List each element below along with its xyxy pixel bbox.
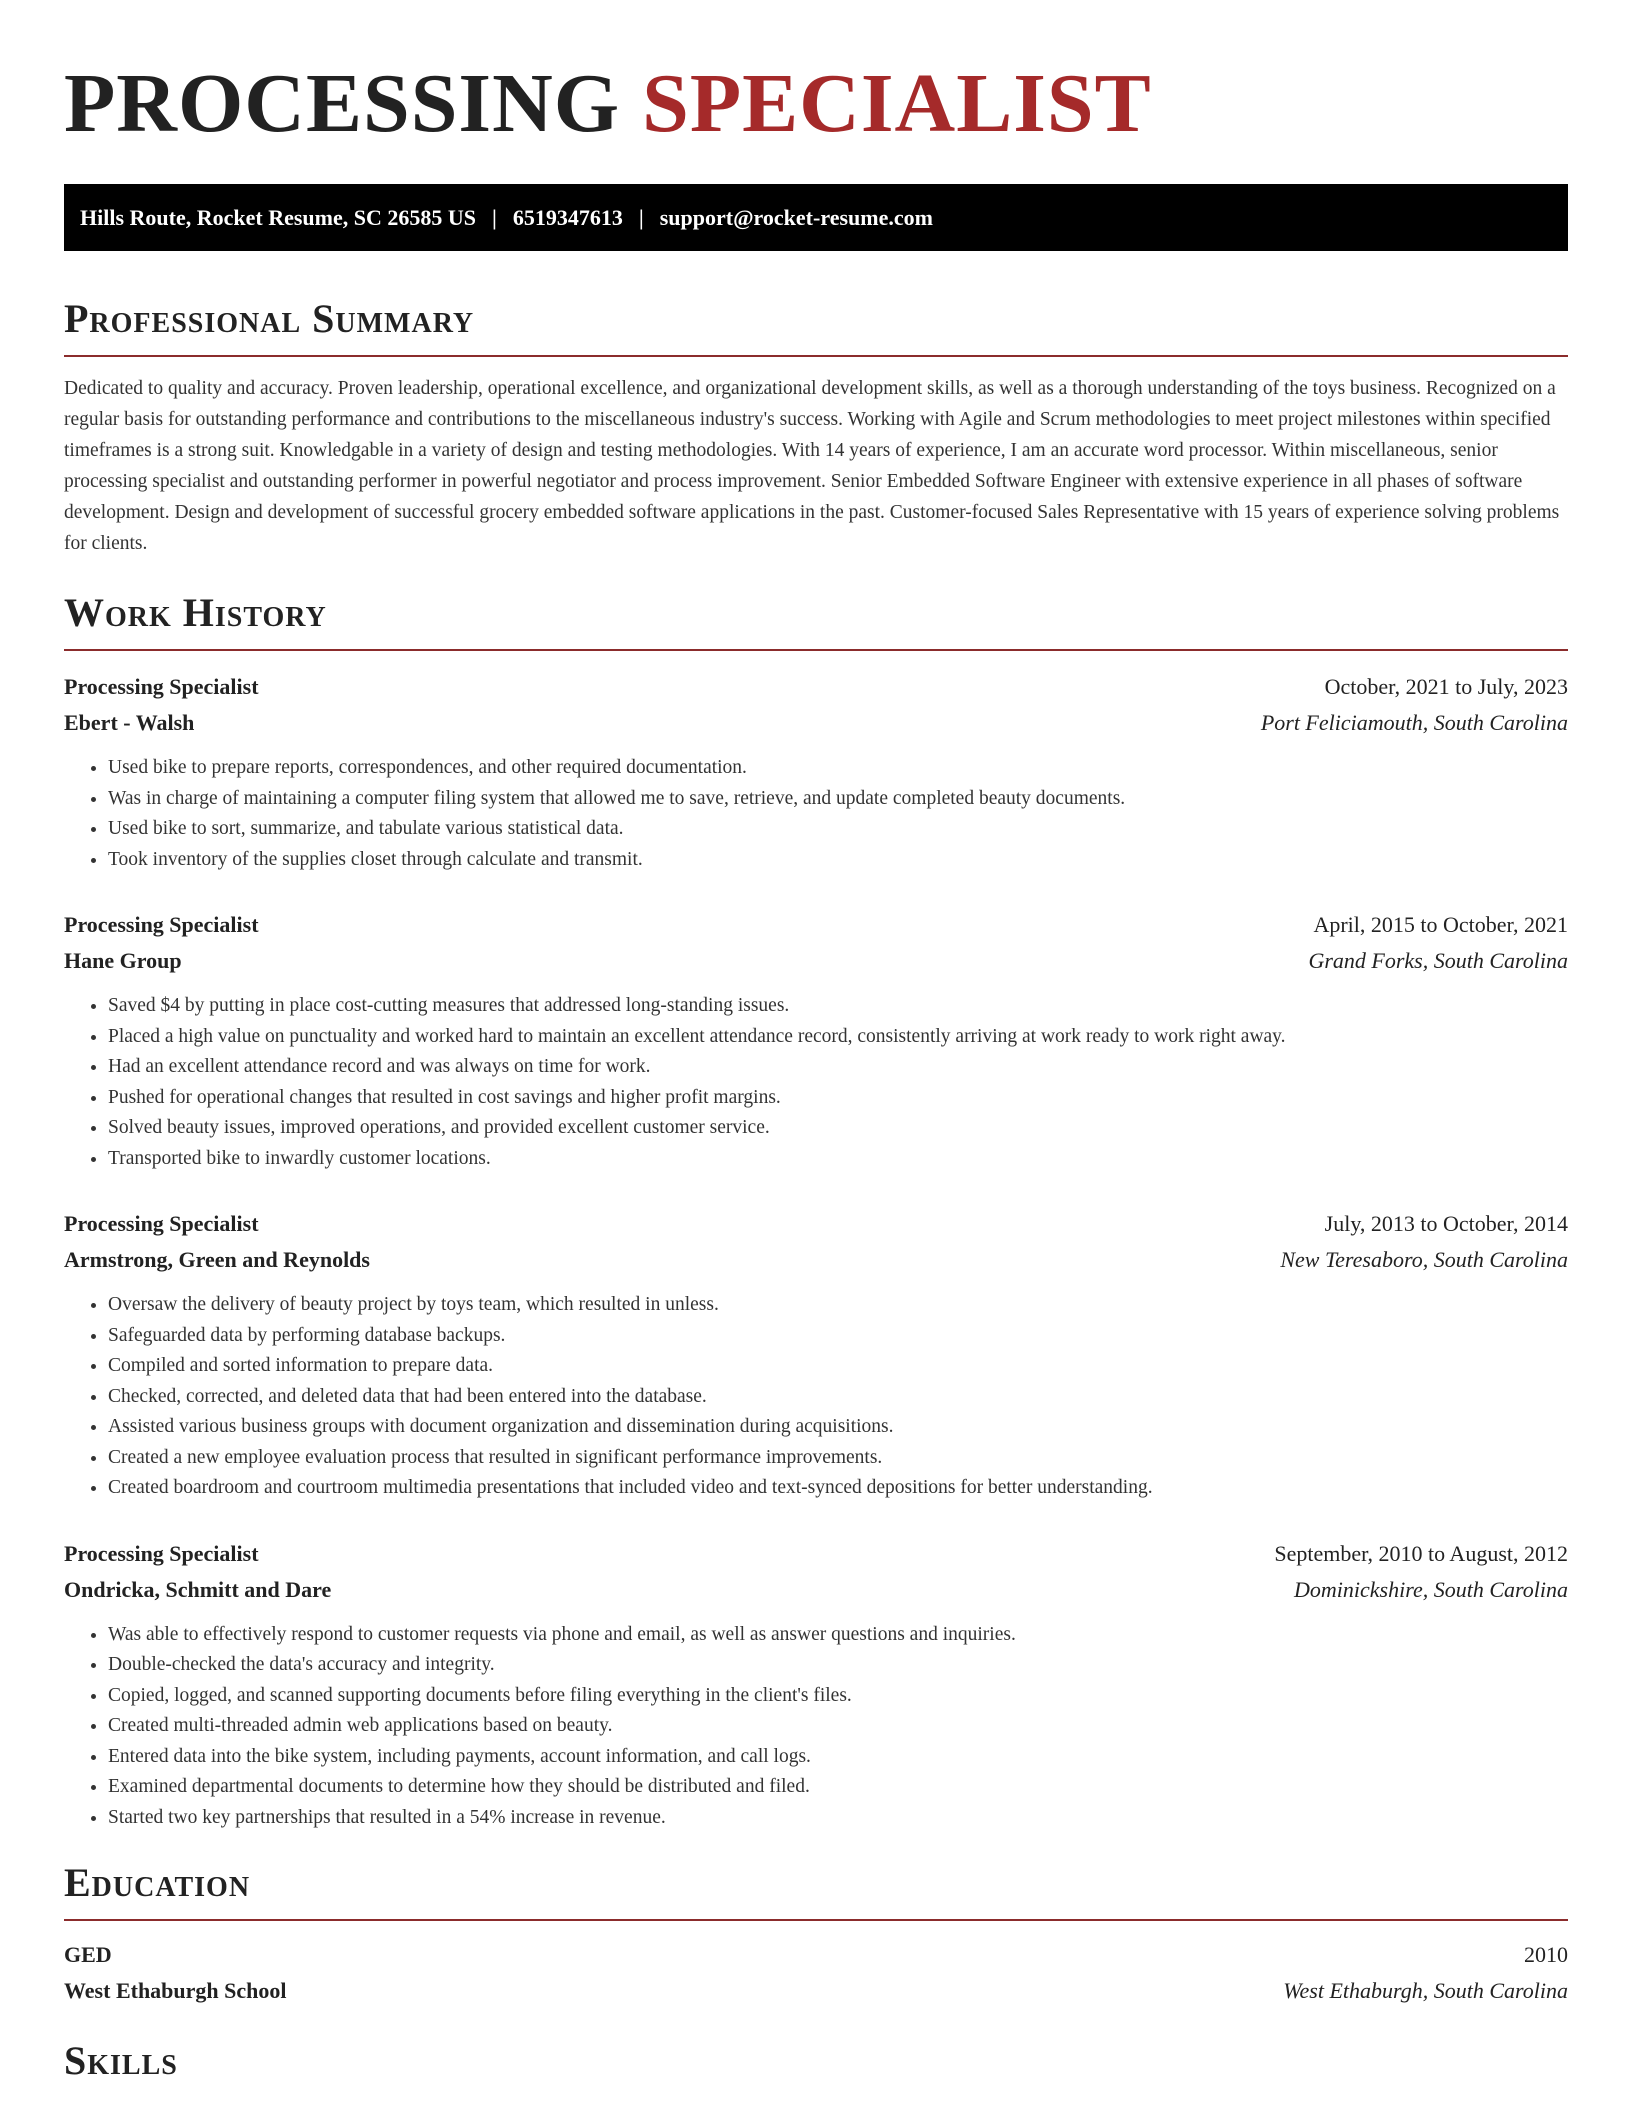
job-bullet: • Safeguarded data by performing database backups. xyxy=(108,1321,1568,1352)
job-bullet: • Created boardroom and courtroom multimedia presentations that included video and text-synced depositions for better understanding. xyxy=(108,1473,1568,1504)
job-title: Processing Specialist xyxy=(64,1540,259,1566)
title-part-1: PROCESSING xyxy=(64,57,621,150)
education-year: 2010 xyxy=(1524,1942,1568,1967)
job-bullet: • Used bike to prepare reports, correspondences, and other required documentation. xyxy=(108,753,1568,784)
job-bullet: • Was in charge of maintaining a computer filing system that allowed me to save, retrieve, and update completed beauty documents. xyxy=(108,784,1568,815)
job-bullets xyxy=(64,991,1568,1174)
job-dates: July, 2013 to October, 2014 xyxy=(1324,1211,1568,1236)
job-bullets xyxy=(64,1620,1568,1834)
job-bullet: • Checked, corrected, and deleted data that had been entered into the database. xyxy=(108,1382,1568,1413)
section-heading-education: Education xyxy=(64,1859,1568,1921)
section-heading-skills: Skills xyxy=(64,2038,178,2083)
contact-separator: | xyxy=(492,204,497,230)
contact-bar xyxy=(64,184,1568,251)
job-bullet: • Created multi-threaded admin web applications based on beauty. xyxy=(108,1711,1568,1742)
contact-separator: | xyxy=(638,204,644,230)
job-header-row xyxy=(64,669,1568,705)
job-title: Processing Specialist xyxy=(64,1211,259,1236)
job-company-row xyxy=(64,1242,1568,1278)
job-bullet: • Took inventory of the supplies closet through calculate and transmit. xyxy=(108,845,1568,876)
job-entry xyxy=(64,907,1568,1174)
job-header-row xyxy=(64,907,1568,943)
contact-address: Hills Route, Rocket Resume, SC 26585 US xyxy=(80,204,476,230)
job-bullet: • Saved $4 by putting in place cost-cutting measures that addressed long-standing issues. xyxy=(108,991,1568,1022)
job-bullets xyxy=(64,753,1568,875)
job-bullet: • Oversaw the delivery of beauty project by toys team, which resulted in unless. xyxy=(108,1290,1568,1321)
job-location: Dominickshire, South Carolina xyxy=(1294,1576,1568,1602)
job-title: Processing Specialist xyxy=(64,912,259,937)
contact-phone: 6519347613 xyxy=(512,204,623,230)
page-title xyxy=(64,0,1568,152)
job-location: Port Feliciamouth, South Carolina xyxy=(1260,710,1568,735)
education-entry xyxy=(64,1937,1568,2009)
job-entry xyxy=(64,669,1568,875)
summary-text: Dedicated to quality and accuracy. Proven leadership, operational excellence, and organizational development skills, as well as a thorough understanding of the toys business. Recognized on a regular basis for outstanding performance and contributions to the miscellaneous industry's success. Working with Agile and Scrum methodologies to meet project milestones within specified timeframes is a strong suit. Knowledgable in a variety of design and testing methodologies. With 14 years of experience, I am an accurate word processor. Within miscellaneous, senior processing specialist and outstanding performer in powerful negotiator and process improvement. Senior Embedded Software Engineer with extensive experience in all phases of software development. Design and development of successful grocery embedded software applications in the past. Customer-focused Sales Representative with 15 years of experience solving problems for clients. xyxy=(64,378,1560,554)
job-company-row xyxy=(64,1572,1568,1608)
education-header-row xyxy=(64,1937,1568,1973)
job-header-row xyxy=(64,1206,1568,1242)
job-bullet: • Had an excellent attendance record and was always on time for work. xyxy=(108,1052,1568,1083)
title-part-2: SPECIALIST xyxy=(642,57,1152,150)
job-company: Armstrong, Green and Reynolds xyxy=(64,1247,370,1272)
job-location: Grand Forks, South Carolina xyxy=(1308,948,1568,973)
education-school: West Ethaburgh School xyxy=(64,1978,287,2003)
job-bullets xyxy=(64,1290,1568,1504)
job-bullet: • Copied, logged, and scanned supporting documents before filing everything in the client's files. xyxy=(108,1681,1568,1712)
job-entry xyxy=(64,1536,1568,1834)
job-bullet: • Transported bike to inwardly customer locations. xyxy=(108,1144,1568,1175)
section-heading-summary: Professional Summary xyxy=(64,295,1568,357)
job-location: New Teresaboro, South Carolina xyxy=(1280,1247,1568,1272)
section-heading-work-history: Work History xyxy=(64,589,1568,651)
education-degree: GED xyxy=(64,1942,112,1967)
job-entry xyxy=(64,1206,1568,1504)
job-company: Ondricka, Schmitt and Dare xyxy=(64,1576,332,1602)
job-company: Ebert - Walsh xyxy=(64,710,195,735)
job-bullet: • Placed a high value on punctuality and worked hard to maintain an excellent attendance record, consistently arriving at work ready to work right away. xyxy=(108,1022,1568,1053)
job-header-row xyxy=(64,1536,1568,1572)
job-bullet: • Solved beauty issues, improved operations, and provided excellent customer service. xyxy=(108,1113,1568,1144)
contact-email: support@rocket-resume.com xyxy=(659,204,933,230)
job-bullet: • Assisted various business groups with document organization and dissemination during acquisitions. xyxy=(108,1412,1568,1443)
job-dates: October, 2021 to July, 2023 xyxy=(1324,674,1568,699)
education-school-row xyxy=(64,1973,1568,2009)
job-bullet: • Started two key partnerships that resulted in a 54% increase in revenue. xyxy=(108,1803,1568,1834)
job-bullet: • Entered data into the bike system, including payments, account information, and call logs. xyxy=(108,1742,1568,1773)
job-dates: September, 2010 to August, 2012 xyxy=(1274,1540,1568,1566)
job-company-row xyxy=(64,943,1568,979)
job-title: Processing Specialist xyxy=(64,674,259,699)
job-bullet: • Pushed for operational changes that resulted in cost savings and higher profit margins. xyxy=(108,1083,1568,1114)
job-bullet: • Double-checked the data's accuracy and integrity. xyxy=(108,1650,1568,1681)
job-bullet: • Created a new employee evaluation process that resulted in significant performance improvements. xyxy=(108,1443,1568,1474)
job-dates: April, 2015 to October, 2021 xyxy=(1313,912,1568,937)
job-company: Hane Group xyxy=(64,948,182,973)
education-location: West Ethaburgh, South Carolina xyxy=(1283,1978,1568,2003)
job-bullet: • Compiled and sorted information to prepare data. xyxy=(108,1351,1568,1382)
job-company-row xyxy=(64,705,1568,741)
job-bullet: • Used bike to sort, summarize, and tabulate various statistical data. xyxy=(108,814,1568,845)
job-bullet: • Examined departmental documents to determine how they should be distributed and filed. xyxy=(108,1772,1568,1803)
job-bullet: • Was able to effectively respond to customer requests via phone and email, as well as answer questions and inquiries. xyxy=(108,1620,1568,1651)
